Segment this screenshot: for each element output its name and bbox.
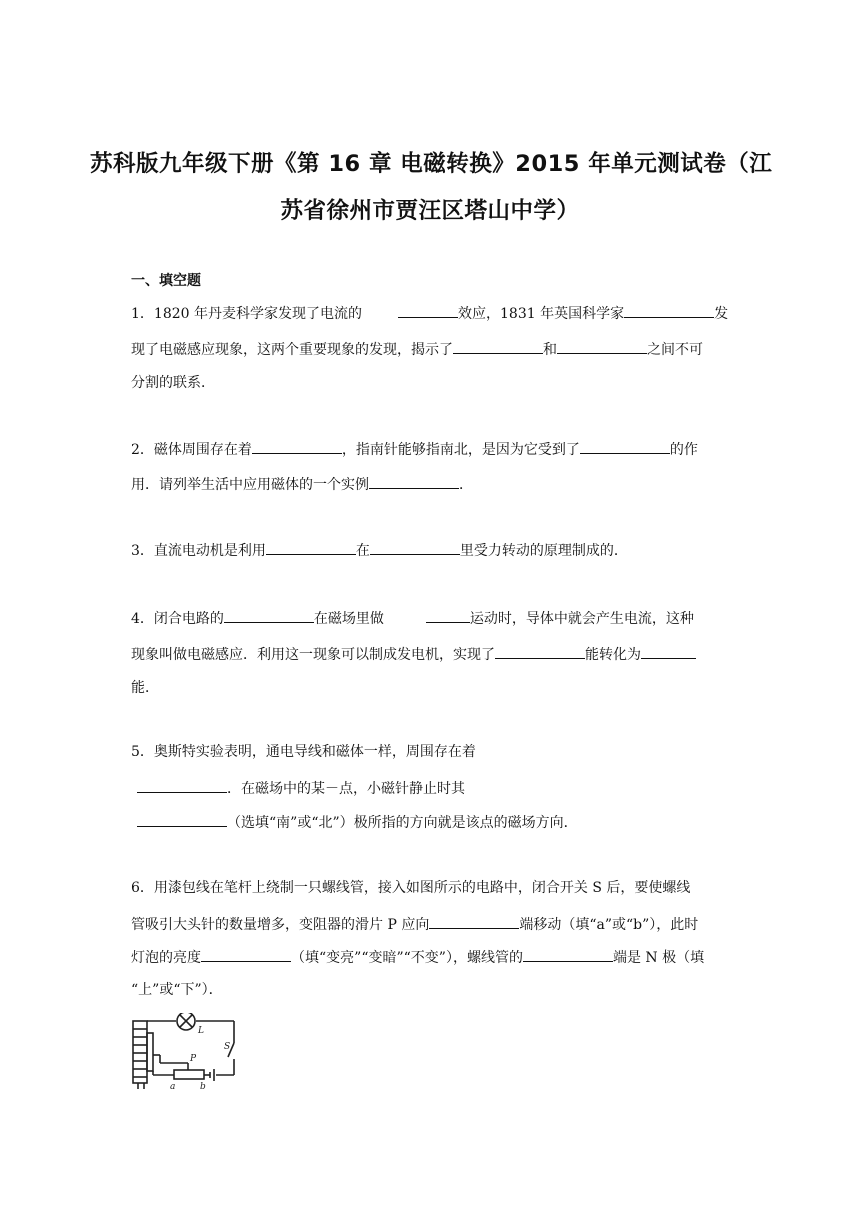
section-heading: 一、填空题 bbox=[131, 273, 201, 289]
solenoid-coil bbox=[133, 1021, 147, 1083]
question-2-line-2: 用．请列举生活中应用磁体的一个实例 ． bbox=[131, 473, 473, 495]
answer-blank[interactable] bbox=[580, 438, 670, 454]
slider-label: P bbox=[190, 1054, 197, 1064]
question-3-line-1: 3．直流电动机是利用 在 里受力转动的原理制成的． bbox=[131, 539, 628, 561]
answer-blank[interactable] bbox=[557, 338, 647, 354]
terminal-b-label: b bbox=[200, 1082, 206, 1091]
question-2-line-1: 2．磁体周围存在着 ，指南针能够指南北，是因为它受到了 的作 bbox=[131, 438, 698, 460]
question-6-line-2: 管吸引大头针的数量增多，变阻器的滑片 P 应向 端移动（填“a”或“b”），此时 bbox=[131, 913, 698, 935]
document-title-line-1: 苏科版九年级下册《第 16 章 电磁转换》2015 年单元测试卷（江 bbox=[90, 151, 773, 177]
switch-label: S bbox=[224, 1042, 231, 1052]
answer-blank[interactable] bbox=[370, 539, 460, 555]
answer-blank[interactable] bbox=[201, 946, 291, 962]
answer-blank[interactable] bbox=[495, 643, 585, 659]
question-4-line-2: 现象叫做电磁感应．利用这一现象可以制成发电机，实现了 能转化为 bbox=[131, 643, 696, 665]
question-5-line-1: 5．奥斯特实验表明，通电导线和磁体一样，周围存在着 bbox=[131, 744, 476, 760]
question-6-line-3: 灯泡的亮度 （填“变亮”“变暗”“不变”），螺线管的 端是 N 极（填 bbox=[131, 946, 704, 968]
answer-blank[interactable] bbox=[224, 607, 314, 623]
question-4-line-1: 4．闭合电路的 在磁场里做 运动时，导体中就会产生电流，这种 bbox=[131, 607, 694, 629]
answer-blank[interactable] bbox=[137, 777, 227, 793]
circuit-diagram bbox=[130, 1013, 240, 1091]
answer-blank[interactable] bbox=[523, 946, 613, 962]
question-5-line-2: ．在磁场中的某－点，小磁针静止时其 bbox=[131, 777, 465, 799]
question-1-line-2: 现了电磁感应现象，这两个重要现象的发现，揭示了 和 之间不可 bbox=[131, 338, 703, 360]
answer-blank[interactable] bbox=[641, 643, 696, 659]
answer-blank[interactable] bbox=[453, 338, 543, 354]
answer-blank[interactable] bbox=[369, 473, 459, 489]
answer-blank[interactable] bbox=[624, 302, 714, 318]
question-1-line-3: 分割的联系． bbox=[131, 375, 215, 391]
answer-blank[interactable] bbox=[429, 913, 519, 929]
answer-blank[interactable] bbox=[252, 438, 342, 454]
question-1-line-1: 1．1820 年丹麦科学家发现了电流的 效应，1831 年英国科学家 发 bbox=[131, 302, 728, 324]
rheostat-icon bbox=[174, 1070, 204, 1079]
question-4-line-3: 能． bbox=[131, 680, 159, 696]
answer-blank[interactable] bbox=[137, 811, 227, 827]
answer-blank[interactable] bbox=[426, 607, 470, 623]
question-5-line-3: （选填“南”或“北”）极所指的方向就是该点的磁场方向． bbox=[131, 811, 578, 833]
answer-blank[interactable] bbox=[398, 302, 458, 318]
question-6-line-1: 6．用漆包线在笔杆上绕制一只螺线管，接入如图所示的电路中，闭合开关 S 后，要使螺线 bbox=[131, 880, 691, 896]
question-6-line-4: “上”或“下”）． bbox=[131, 982, 223, 998]
terminal-a-label: a bbox=[170, 1082, 176, 1091]
answer-blank[interactable] bbox=[266, 539, 356, 555]
document-title-line-2: 苏省徐州市贾汪区塔山中学） bbox=[280, 198, 580, 224]
lamp-label: L bbox=[198, 1026, 204, 1036]
